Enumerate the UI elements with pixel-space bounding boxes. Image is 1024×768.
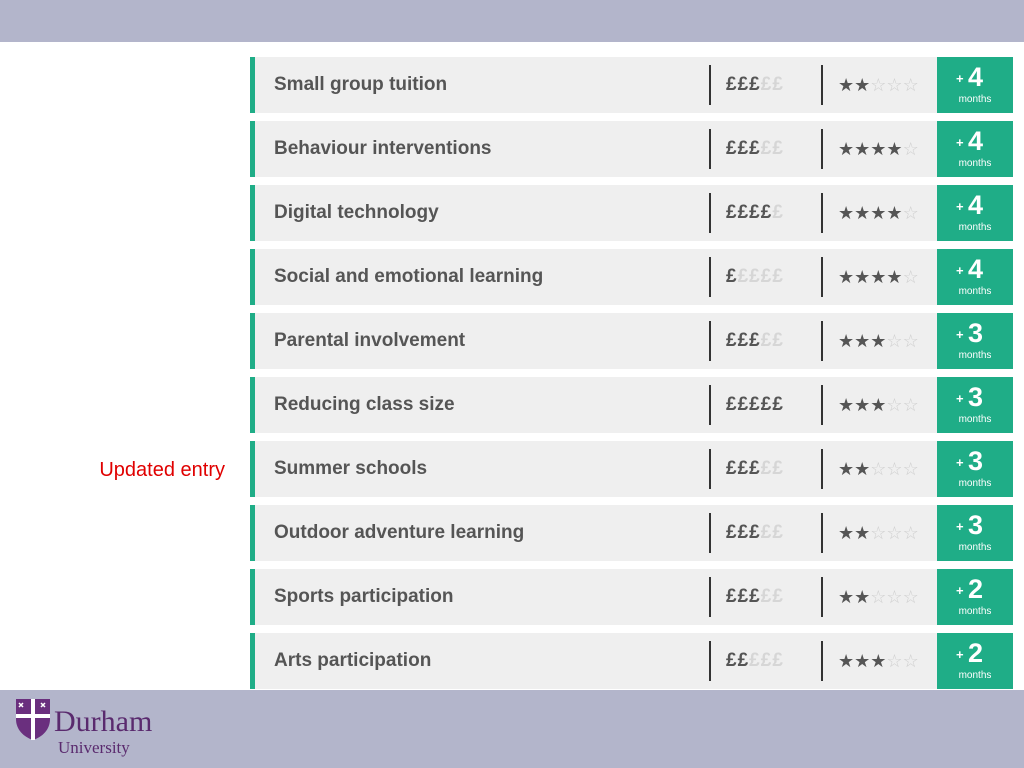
star-icon: ★ <box>870 331 887 351</box>
row-name: Arts participation <box>274 650 432 671</box>
evidence-rating <box>838 313 919 369</box>
row-name: Behaviour interventions <box>274 138 492 159</box>
star-icon: ★ <box>838 139 855 159</box>
star-icon: ☆ <box>886 523 903 543</box>
star-icon: ☆ <box>902 139 919 159</box>
pound-icon: £ <box>749 74 761 95</box>
impact-value: 4 <box>968 254 984 284</box>
star-icon: ★ <box>838 331 855 351</box>
star-icon: ★ <box>870 203 887 223</box>
row-name: Social and emotional learning <box>274 266 544 287</box>
plus-icon: + <box>956 455 964 470</box>
impact-unit: months <box>958 606 992 617</box>
row-accent-bar <box>250 441 255 497</box>
impact-unit: months <box>958 478 992 489</box>
toolkit-row <box>250 121 1013 177</box>
row-name: Parental involvement <box>274 330 466 351</box>
star-icon: ★ <box>838 267 855 287</box>
pound-icon: £ <box>737 266 750 287</box>
cost-divider <box>709 321 711 361</box>
star-icon: ★ <box>886 203 903 223</box>
impact-unit: months <box>958 350 992 361</box>
evidence-rating <box>838 505 919 561</box>
pound-icon: £ <box>737 650 750 671</box>
impact-unit: months <box>958 94 992 105</box>
star-icon: ☆ <box>886 331 903 351</box>
evidence-rating <box>838 633 919 689</box>
cost-divider <box>709 257 711 297</box>
pound-icon: £ <box>726 586 738 607</box>
row-name: Sports participation <box>274 586 454 607</box>
row-accent-bar <box>250 377 255 433</box>
pound-icon: £ <box>726 394 738 415</box>
pound-icon: £ <box>749 202 761 223</box>
star-icon: ★ <box>838 459 855 479</box>
evidence-divider <box>821 257 823 297</box>
cost-rating <box>726 633 784 689</box>
evidence-rating <box>838 441 919 497</box>
impact-value: 2 <box>968 638 984 668</box>
crest-icon <box>14 697 52 741</box>
impact-badge <box>937 569 1013 625</box>
impact-value: 3 <box>968 318 984 348</box>
star-icon: ★ <box>838 587 855 607</box>
star-icon: ★ <box>854 75 871 95</box>
star-icon: ☆ <box>870 523 887 543</box>
star-icon: ☆ <box>886 651 903 671</box>
cost-divider <box>709 385 711 425</box>
plus-icon: + <box>956 199 964 214</box>
impact-value: 4 <box>968 62 984 92</box>
row-name: Outdoor adventure learning <box>274 522 525 543</box>
star-icon: ☆ <box>902 203 919 223</box>
star-icon: ★ <box>870 139 887 159</box>
impact-badge <box>937 377 1013 433</box>
pound-icon: £ <box>749 138 761 159</box>
toolkit-row <box>250 505 1013 561</box>
pound-icon: £ <box>772 202 784 223</box>
row-accent-bar <box>250 121 255 177</box>
cost-rating <box>726 121 784 177</box>
star-icon: ☆ <box>902 331 919 351</box>
impact-value: 3 <box>968 382 984 412</box>
cost-rating <box>726 57 784 113</box>
evidence-rating <box>838 377 919 433</box>
cost-divider <box>709 513 711 553</box>
pound-icon: £ <box>760 458 773 479</box>
pound-icon: £ <box>737 202 750 223</box>
pound-icon: £ <box>726 458 738 479</box>
toolkit-row <box>250 569 1013 625</box>
impact-badge <box>937 313 1013 369</box>
updated-entry-note: Updated entry <box>99 459 225 481</box>
star-icon: ★ <box>854 203 871 223</box>
pound-icon: £ <box>772 650 784 671</box>
star-icon: ★ <box>838 523 855 543</box>
star-icon: ☆ <box>902 587 919 607</box>
impact-value: 4 <box>968 126 984 156</box>
pound-icon: £ <box>772 330 784 351</box>
pound-icon: £ <box>772 74 784 95</box>
plus-icon: + <box>956 583 964 598</box>
star-icon: ☆ <box>902 267 919 287</box>
evidence-divider <box>821 193 823 233</box>
plus-icon: + <box>956 135 964 150</box>
plus-icon: + <box>956 647 964 662</box>
star-icon: ★ <box>854 651 871 671</box>
impact-badge <box>937 441 1013 497</box>
toolkit-row <box>250 313 1013 369</box>
row-accent-bar <box>250 313 255 369</box>
pound-icon: £ <box>726 138 738 159</box>
row-accent-bar <box>250 633 255 689</box>
star-icon: ☆ <box>902 75 919 95</box>
logo-sub: University <box>58 738 130 757</box>
impact-badge <box>937 121 1013 177</box>
pound-icon: £ <box>760 74 773 95</box>
star-icon: ★ <box>854 523 871 543</box>
toolkit-row <box>250 633 1013 689</box>
toolkit-row <box>250 441 1013 497</box>
star-icon: ★ <box>854 587 871 607</box>
impact-badge <box>937 185 1013 241</box>
row-accent-bar <box>250 57 255 113</box>
cost-rating <box>726 569 784 625</box>
impact-unit: months <box>958 158 992 169</box>
impact-badge <box>937 57 1013 113</box>
cost-divider <box>709 641 711 681</box>
cost-rating <box>726 505 784 561</box>
plus-icon: + <box>956 327 964 342</box>
pound-icon: £ <box>772 522 784 543</box>
impact-value: 2 <box>968 574 984 604</box>
star-icon: ☆ <box>902 395 919 415</box>
star-icon: ☆ <box>870 459 887 479</box>
star-icon: ★ <box>854 331 871 351</box>
cost-divider <box>709 577 711 617</box>
evidence-divider <box>821 513 823 553</box>
cost-divider <box>709 65 711 105</box>
evidence-divider <box>821 449 823 489</box>
pound-icon: £ <box>749 458 761 479</box>
evidence-rating <box>838 121 919 177</box>
cost-rating <box>726 185 784 241</box>
pound-icon: £ <box>737 138 750 159</box>
pound-icon: £ <box>726 202 738 223</box>
pound-icon: £ <box>760 650 773 671</box>
star-icon: ★ <box>886 139 903 159</box>
pound-icon: £ <box>760 330 773 351</box>
evidence-rating <box>838 57 919 113</box>
impact-badge <box>937 505 1013 561</box>
toolkit-row <box>250 249 1013 305</box>
pound-icon: £ <box>772 458 784 479</box>
row-name: Summer schools <box>274 458 428 479</box>
star-icon: ★ <box>838 75 855 95</box>
impact-unit: months <box>958 286 992 297</box>
star-icon: ☆ <box>886 395 903 415</box>
pound-icon: £ <box>760 266 773 287</box>
star-icon: ★ <box>886 267 903 287</box>
pound-icon: £ <box>737 458 750 479</box>
pound-icon: £ <box>726 650 738 671</box>
pound-icon: £ <box>726 266 738 287</box>
plus-icon: + <box>956 519 964 534</box>
row-name: Reducing class size <box>274 394 455 415</box>
star-icon: ☆ <box>870 587 887 607</box>
cost-divider <box>709 449 711 489</box>
toolkit-row <box>250 57 1013 113</box>
star-icon: ★ <box>854 139 871 159</box>
star-icon: ★ <box>854 459 871 479</box>
toolkit-row <box>250 185 1013 241</box>
cost-rating <box>726 249 784 305</box>
pound-icon: £ <box>737 522 750 543</box>
impact-unit: months <box>958 414 992 425</box>
row-accent-bar <box>250 569 255 625</box>
cost-rating <box>726 377 784 433</box>
pound-icon: £ <box>749 330 761 351</box>
star-icon: ★ <box>838 651 855 671</box>
star-icon: ☆ <box>886 459 903 479</box>
evidence-rating <box>838 569 919 625</box>
star-icon: ★ <box>854 395 871 415</box>
impact-value: 4 <box>968 190 984 220</box>
evidence-divider <box>821 577 823 617</box>
pound-icon: £ <box>726 522 738 543</box>
impact-value: 3 <box>968 446 984 476</box>
pound-icon: £ <box>737 74 750 95</box>
impact-badge <box>937 633 1013 689</box>
evidence-divider <box>821 641 823 681</box>
row-accent-bar <box>250 505 255 561</box>
star-icon: ★ <box>838 203 855 223</box>
impact-unit: months <box>958 542 992 553</box>
pound-icon: £ <box>760 202 773 223</box>
star-icon: ☆ <box>886 75 903 95</box>
pound-icon: £ <box>749 522 761 543</box>
top-band <box>0 0 1024 42</box>
pound-icon: £ <box>760 522 773 543</box>
toolkit-row <box>250 377 1013 433</box>
impact-badge <box>937 249 1013 305</box>
pound-icon: £ <box>737 330 750 351</box>
pound-icon: £ <box>760 586 773 607</box>
plus-icon: + <box>956 391 964 406</box>
durham-university-logo <box>14 697 174 761</box>
pound-icon: £ <box>749 394 761 415</box>
pound-icon: £ <box>760 394 773 415</box>
star-icon: ★ <box>854 267 871 287</box>
pound-icon: £ <box>749 650 761 671</box>
pound-icon: £ <box>772 394 784 415</box>
row-name: Small group tuition <box>274 74 448 95</box>
row-accent-bar <box>250 185 255 241</box>
star-icon: ★ <box>870 267 887 287</box>
pound-icon: £ <box>760 138 773 159</box>
star-icon: ☆ <box>902 523 919 543</box>
star-icon: ★ <box>838 395 855 415</box>
cost-rating <box>726 313 784 369</box>
logo-name: Durham <box>54 705 153 738</box>
pound-icon: £ <box>772 138 784 159</box>
plus-icon: + <box>956 71 964 86</box>
impact-value: 3 <box>968 510 984 540</box>
row-name: Digital technology <box>274 202 439 223</box>
evidence-divider <box>821 129 823 169</box>
pound-icon: £ <box>737 394 750 415</box>
star-icon: ☆ <box>886 587 903 607</box>
pound-icon: £ <box>726 74 738 95</box>
impact-unit: months <box>958 222 992 233</box>
star-icon: ☆ <box>870 75 887 95</box>
impact-unit: months <box>958 670 992 681</box>
star-icon: ☆ <box>902 651 919 671</box>
evidence-divider <box>821 385 823 425</box>
pound-icon: £ <box>749 266 761 287</box>
star-icon: ★ <box>870 395 887 415</box>
cost-divider <box>709 193 711 233</box>
pound-icon: £ <box>737 586 750 607</box>
cost-divider <box>709 129 711 169</box>
row-accent-bar <box>250 249 255 305</box>
pound-icon: £ <box>772 266 784 287</box>
evidence-rating <box>838 249 919 305</box>
evidence-divider <box>821 321 823 361</box>
plus-icon: + <box>956 263 964 278</box>
star-icon: ☆ <box>902 459 919 479</box>
evidence-rating <box>838 185 919 241</box>
evidence-divider <box>821 65 823 105</box>
star-icon: ★ <box>870 651 887 671</box>
pound-icon: £ <box>726 330 738 351</box>
pound-icon: £ <box>772 586 784 607</box>
pound-icon: £ <box>749 586 761 607</box>
cost-rating <box>726 441 784 497</box>
